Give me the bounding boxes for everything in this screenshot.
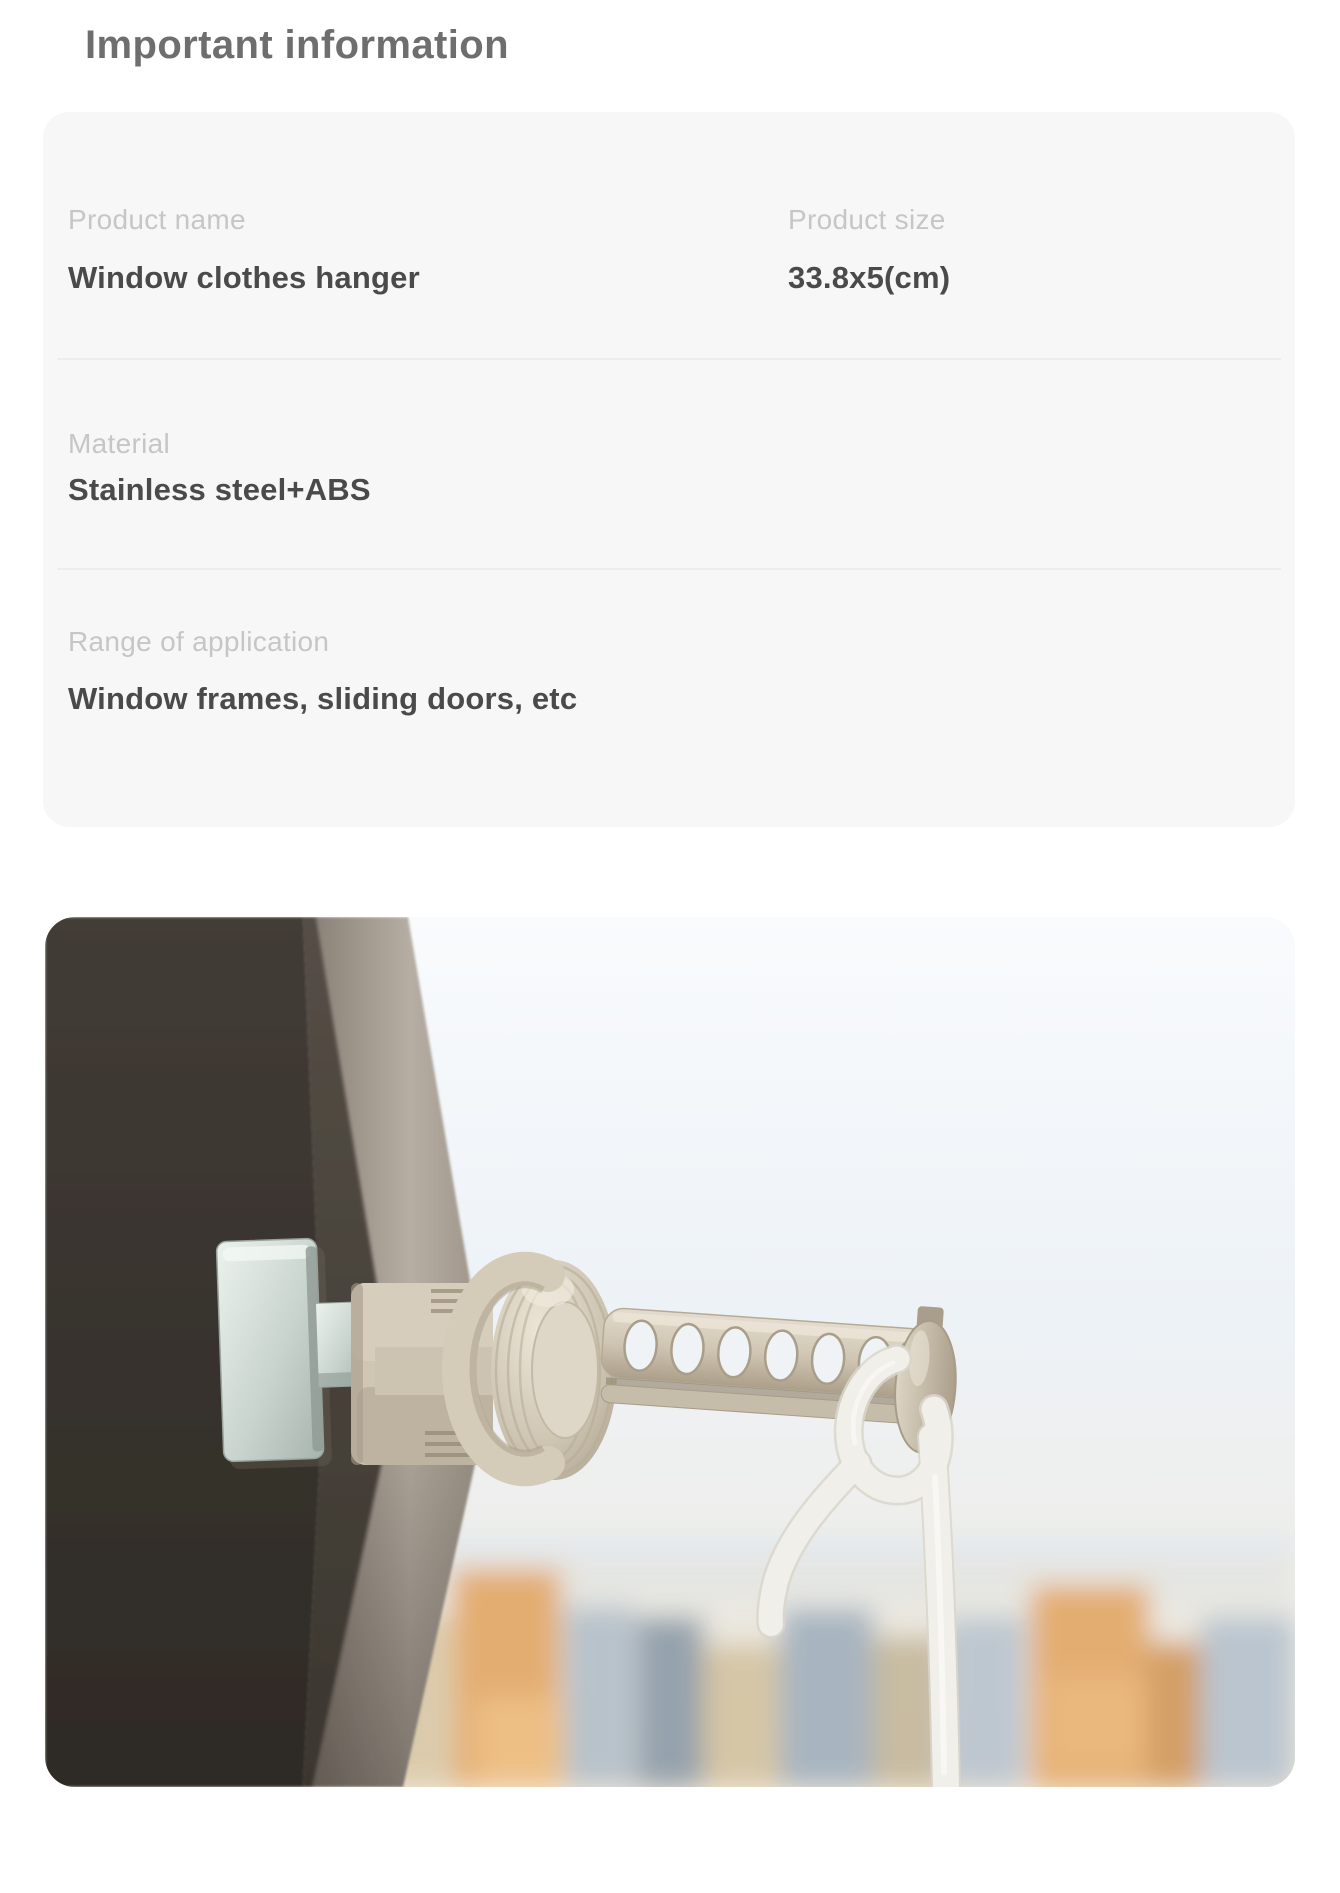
divider [57, 568, 1281, 570]
material-value: Stainless steel+ABS [68, 472, 371, 507]
page-title: Important information [85, 23, 509, 67]
material-label: Material [68, 428, 170, 459]
city-skyline [335, 1535, 1295, 1787]
product-name-value: Window clothes hanger [68, 260, 420, 295]
product-name-label: Product name [68, 204, 246, 235]
product-size-label: Product size [788, 204, 946, 235]
product-info-card [43, 112, 1295, 827]
building-blue [781, 1609, 873, 1787]
product-photo [45, 917, 1295, 1787]
product-size-value: 33.8x5(cm) [788, 260, 951, 295]
range-of-application-label: Range of application [68, 626, 330, 657]
range-of-application-value: Window frames, sliding doors, etc [68, 681, 578, 716]
divider [57, 358, 1281, 360]
